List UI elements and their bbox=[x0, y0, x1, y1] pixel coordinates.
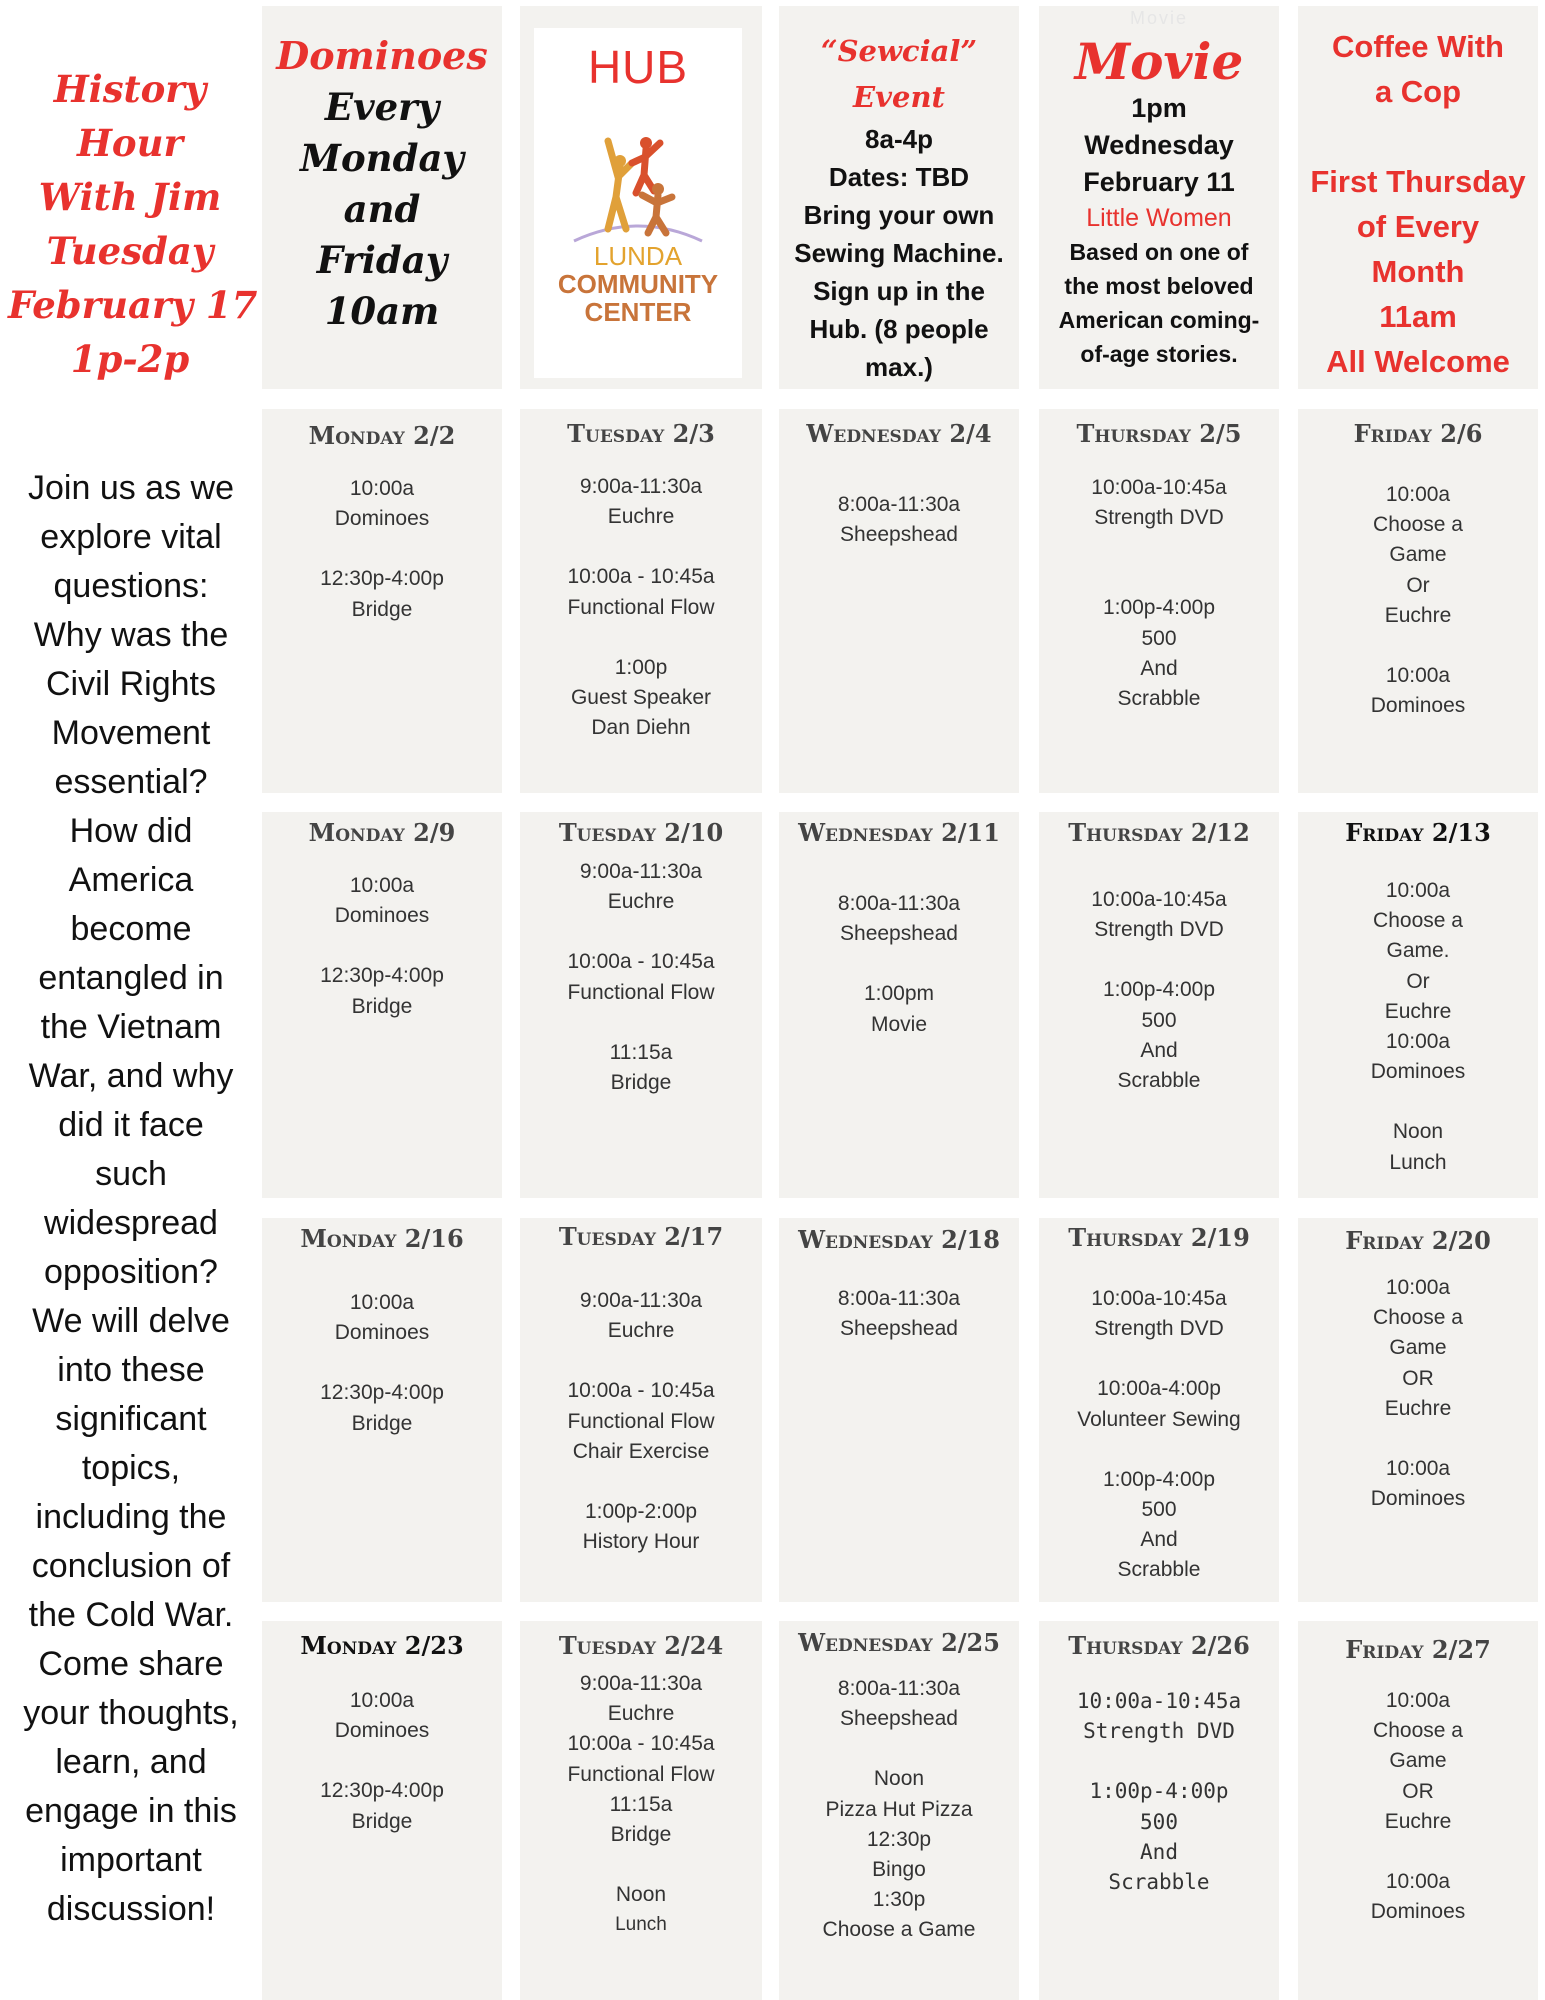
event-line bbox=[1039, 1344, 1279, 1374]
event-line: And bbox=[1140, 1839, 1178, 1864]
movie-line: Wednesday bbox=[1084, 130, 1234, 160]
event-line: Choose a bbox=[1373, 513, 1463, 537]
event-line: And bbox=[1140, 1038, 1178, 1062]
movie-desc-line: the most beloved bbox=[1064, 273, 1254, 299]
desc-line: essential? bbox=[54, 763, 208, 801]
day-heading: Thursday 2/19 bbox=[1068, 1223, 1250, 1252]
event-line: Scrabble bbox=[1108, 1870, 1210, 1895]
coffee-line bbox=[1298, 114, 1538, 159]
event-line bbox=[520, 1850, 762, 1880]
event-line: 1:00p-4:00p bbox=[1102, 1467, 1216, 1491]
event-line bbox=[262, 534, 502, 564]
day-card-wed-2-11 bbox=[779, 812, 1019, 1198]
event-line: Lunch bbox=[615, 1914, 667, 1936]
desc-line: questions: bbox=[53, 567, 209, 605]
event-line: 10:00a bbox=[349, 1291, 415, 1314]
event-line: 10:00a bbox=[1385, 879, 1451, 902]
event-line: 8:00a-11:30a bbox=[837, 1287, 961, 1310]
event-line: Game bbox=[1389, 1336, 1447, 1360]
hub-logo-line: CENTER bbox=[584, 297, 692, 327]
day-events bbox=[779, 490, 1019, 550]
event-line: And bbox=[1140, 656, 1178, 680]
event-line: 10:00a-10:45a bbox=[1091, 888, 1227, 911]
event-line: 8:00a-11:30a bbox=[837, 1677, 961, 1700]
event-line: Guest Speaker bbox=[570, 686, 712, 710]
desc-line: War, and why bbox=[28, 1057, 234, 1095]
event-line: 10:00a-10:45a bbox=[1091, 476, 1227, 499]
event-line: Movie bbox=[870, 1012, 928, 1036]
day-card-fri-2-27 bbox=[1298, 1621, 1538, 2000]
day-heading: Monday 2/23 bbox=[300, 1631, 464, 1660]
day-card-fri-2-20 bbox=[1298, 1218, 1538, 1602]
dominoes-title: Dominoes bbox=[276, 33, 488, 78]
event-line: Dominoes bbox=[1370, 1487, 1466, 1511]
event-line bbox=[520, 1467, 762, 1497]
day-events bbox=[779, 1284, 1019, 1344]
desc-line: such bbox=[95, 1155, 167, 1193]
hub-logo-text bbox=[534, 242, 742, 326]
movie-desc-line: American coming- bbox=[1058, 307, 1260, 333]
event-line: Lunch bbox=[1389, 1150, 1447, 1174]
event-line: Dominoes bbox=[334, 904, 430, 928]
history-hour-title bbox=[8, 62, 258, 386]
day-card-thu-2-19 bbox=[1039, 1218, 1279, 1602]
desc-line: learn, and bbox=[55, 1743, 207, 1781]
day-heading: Monday 2/9 bbox=[308, 818, 456, 847]
desc-line: opposition? bbox=[44, 1253, 218, 1291]
event-line: Euchre bbox=[1384, 1809, 1452, 1833]
event-line: 9:00a-11:30a bbox=[579, 475, 703, 498]
title-line: Tuesday bbox=[46, 229, 214, 273]
day-heading: Tuesday 2/10 bbox=[558, 818, 724, 847]
event-line: 8:00a-11:30a bbox=[837, 892, 961, 915]
event-line: Dan Diehn bbox=[591, 716, 691, 740]
coffee-line: of Every bbox=[1356, 209, 1480, 244]
event-line: 12:30p-4:00p bbox=[320, 1381, 444, 1405]
day-heading: Friday 2/6 bbox=[1353, 419, 1483, 448]
desc-line: become bbox=[70, 910, 192, 948]
event-line: Pizza Hut Pizza bbox=[825, 1797, 973, 1821]
dominoes-header-card bbox=[262, 6, 502, 389]
event-line: 10:00a bbox=[1385, 1870, 1451, 1894]
event-line: Euchre bbox=[607, 1702, 675, 1726]
event-line: 12:30p-4:00p bbox=[320, 1779, 444, 1803]
event-line: Chair Exercise bbox=[572, 1439, 710, 1463]
day-events bbox=[1039, 1284, 1279, 1586]
coffee-line: All Welcome bbox=[1326, 344, 1510, 379]
event-line: 10:00a - 10:45a bbox=[567, 1732, 715, 1756]
day-card-tue-2-17 bbox=[520, 1218, 762, 1602]
event-line: Functional Flow bbox=[567, 980, 715, 1004]
day-events bbox=[1298, 1686, 1538, 1927]
event-line: Game bbox=[1389, 1749, 1447, 1773]
sewcial-line: Bring your own bbox=[803, 200, 995, 230]
hub-logo-card bbox=[534, 28, 742, 378]
day-card-thu-2-26 bbox=[1039, 1621, 1279, 2000]
event-line: Functional Flow bbox=[567, 1409, 715, 1433]
event-line: Euchre bbox=[607, 890, 675, 914]
coffee-line: Month bbox=[1371, 254, 1465, 289]
desc-line: significant bbox=[55, 1400, 207, 1438]
event-line: Bridge bbox=[610, 1823, 672, 1847]
day-card-fri-2-6 bbox=[1298, 409, 1538, 793]
event-line: 1:00pm bbox=[863, 982, 935, 1006]
dominoes-line: Monday bbox=[300, 136, 464, 180]
day-events bbox=[1298, 876, 1538, 1178]
hub-title: HUB bbox=[587, 41, 689, 93]
day-card-mon-2-16 bbox=[262, 1218, 502, 1602]
event-line: Choose a Game bbox=[822, 1918, 976, 1942]
day-card-mon-2-23 bbox=[262, 1621, 502, 2000]
desc-line: Come share bbox=[38, 1645, 224, 1683]
event-line: 1:30p bbox=[872, 1888, 926, 1912]
desc-line: entangled in bbox=[38, 959, 224, 997]
event-line: 9:00a-11:30a bbox=[579, 1672, 703, 1695]
event-line bbox=[1039, 1435, 1279, 1465]
desc-line: topics, bbox=[81, 1449, 181, 1487]
event-line: Strength DVD bbox=[1094, 1317, 1224, 1341]
desc-line: How did bbox=[69, 812, 193, 850]
day-heading: Thursday 2/26 bbox=[1068, 1631, 1250, 1660]
event-line: Bridge bbox=[610, 1071, 672, 1095]
day-heading: Friday 2/13 bbox=[1345, 818, 1491, 847]
event-line bbox=[262, 1348, 502, 1378]
movie-line: 1pm bbox=[1131, 93, 1187, 123]
day-events bbox=[262, 474, 502, 625]
desc-line: conclusion of bbox=[31, 1547, 231, 1585]
day-events bbox=[1039, 885, 1279, 1096]
event-line bbox=[520, 532, 762, 562]
day-card-tue-2-3 bbox=[520, 409, 762, 793]
event-line: Bridge bbox=[351, 1809, 413, 1833]
event-line: 10:00a - 10:45a bbox=[567, 950, 715, 974]
event-line: History Hour bbox=[582, 1530, 700, 1554]
day-events bbox=[262, 1288, 502, 1439]
event-line: Sheepshead bbox=[840, 1317, 958, 1341]
desc-line: Why was the bbox=[33, 616, 229, 654]
day-heading: Thursday 2/5 bbox=[1076, 419, 1242, 448]
event-line: 500 bbox=[1140, 1809, 1178, 1834]
event-line: Game. bbox=[1386, 939, 1450, 963]
sewcial-title: Event bbox=[853, 80, 945, 114]
event-line: 12:30p-4:00p bbox=[320, 567, 444, 591]
day-events bbox=[779, 889, 1019, 1040]
event-line bbox=[262, 1746, 502, 1776]
desc-line: including the bbox=[35, 1498, 227, 1536]
event-line: Euchre bbox=[607, 505, 675, 529]
event-line: Dominoes bbox=[1370, 694, 1466, 718]
movie-film-name: Little Women bbox=[1086, 204, 1232, 232]
day-events bbox=[520, 1286, 762, 1557]
event-line: Functional Flow bbox=[567, 1762, 715, 1786]
event-line: 1:00p-4:00p bbox=[1102, 596, 1216, 620]
event-line bbox=[1039, 1746, 1279, 1776]
event-line: Noon bbox=[1392, 1120, 1444, 1144]
day-card-tue-2-10 bbox=[520, 812, 762, 1198]
day-events bbox=[1039, 473, 1279, 714]
day-events bbox=[520, 1669, 762, 1941]
event-line: 11:15a bbox=[609, 1792, 673, 1816]
event-line: 9:00a-11:30a bbox=[579, 1289, 703, 1312]
title-line: History bbox=[53, 67, 207, 111]
day-heading: Monday 2/2 bbox=[308, 421, 456, 450]
history-hour-description bbox=[6, 464, 256, 1934]
event-line bbox=[520, 1008, 762, 1038]
event-line bbox=[1039, 945, 1279, 975]
desc-line: did it face bbox=[58, 1106, 204, 1144]
event-line: Sheepshead bbox=[840, 1707, 958, 1731]
event-line bbox=[1298, 631, 1538, 661]
event-line: 8:00a-11:30a bbox=[837, 493, 961, 516]
event-line: 10:00a bbox=[349, 1689, 415, 1712]
event-line: Dominoes bbox=[334, 1321, 430, 1345]
event-line: 1:00p-2:00p bbox=[584, 1500, 698, 1524]
day-events bbox=[1039, 1686, 1279, 1897]
desc-line: the Vietnam bbox=[40, 1008, 222, 1046]
event-line: 1:00p-4:00p bbox=[1089, 1779, 1229, 1804]
desc-line: engage in this bbox=[25, 1792, 237, 1830]
hub-header-card bbox=[520, 6, 762, 389]
event-line: Noon bbox=[615, 1883, 667, 1907]
sewcial-line: max.) bbox=[865, 352, 933, 382]
event-line bbox=[1298, 1087, 1538, 1117]
day-events bbox=[262, 1686, 502, 1837]
event-line: Sheepshead bbox=[840, 523, 958, 547]
day-card-wed-2-25 bbox=[779, 1621, 1019, 2000]
event-line: 10:00a bbox=[1385, 483, 1451, 506]
event-line: Scrabble bbox=[1117, 1558, 1201, 1582]
event-line bbox=[1039, 563, 1279, 593]
title-line: 1p-2p bbox=[70, 337, 190, 381]
event-line: Bridge bbox=[351, 1411, 413, 1435]
hub-logo-line: LUNDA bbox=[593, 241, 683, 271]
desc-line: explore vital bbox=[40, 518, 222, 556]
event-line: 10:00a - 10:45a bbox=[567, 565, 715, 589]
event-line: 10:00a bbox=[1385, 1689, 1451, 1712]
desc-line: the Cold War. bbox=[28, 1596, 234, 1634]
sewcial-title: “Sewcial” bbox=[820, 34, 978, 68]
event-line: 10:00a bbox=[349, 477, 415, 500]
day-heading: Monday 2/16 bbox=[300, 1224, 464, 1253]
event-line: Euchre bbox=[1384, 603, 1452, 627]
sewcial-line: Sewing Machine. bbox=[794, 238, 1004, 268]
event-line: 1:00p bbox=[614, 655, 668, 679]
sewcial-line: Dates: TBD bbox=[828, 162, 970, 192]
day-heading: Tuesday 2/17 bbox=[558, 1222, 724, 1251]
event-line: Bingo bbox=[872, 1858, 926, 1882]
event-line: Strength DVD bbox=[1094, 506, 1224, 530]
event-line: Strength DVD bbox=[1083, 1719, 1235, 1744]
event-line: 10:00a bbox=[1385, 1276, 1451, 1299]
desc-line: Movement bbox=[51, 714, 211, 752]
event-line: Or bbox=[1406, 573, 1430, 597]
day-card-mon-2-2 bbox=[262, 409, 502, 793]
coffee-line: Coffee With bbox=[1332, 29, 1504, 64]
event-line: Euchre bbox=[607, 1319, 675, 1343]
event-line bbox=[262, 931, 502, 961]
event-line: Choose a bbox=[1373, 909, 1463, 933]
desc-line: America bbox=[68, 861, 194, 899]
day-events bbox=[262, 871, 502, 1022]
event-line bbox=[1298, 1424, 1538, 1454]
dominoes-line: and bbox=[343, 187, 421, 231]
day-card-wed-2-18 bbox=[779, 1218, 1019, 1602]
coffee-line: a Cop bbox=[1374, 74, 1462, 109]
day-events bbox=[520, 857, 762, 1098]
desc-line: Join us as we bbox=[28, 469, 234, 507]
day-heading: Tuesday 2/3 bbox=[567, 419, 715, 448]
event-line: And bbox=[1140, 1528, 1178, 1552]
event-line: 10:00a-10:45a bbox=[1091, 1287, 1227, 1310]
event-line: Bridge bbox=[351, 994, 413, 1018]
event-line: Scrabble bbox=[1117, 1069, 1201, 1093]
movie-title: Movie bbox=[1074, 32, 1244, 91]
event-line: 10:00a bbox=[1385, 1457, 1451, 1481]
event-line: 1:00p-4:00p bbox=[1102, 978, 1216, 1002]
event-line: Volunteer Sewing bbox=[1077, 1407, 1241, 1431]
day-card-wed-2-4 bbox=[779, 409, 1019, 793]
sewcial-line: Sign up in the bbox=[813, 276, 985, 306]
movie-faint-text: Movie bbox=[1129, 8, 1188, 28]
movie-desc-line: of-age stories. bbox=[1080, 341, 1238, 367]
desc-line: Civil Rights bbox=[45, 665, 217, 703]
event-line: Scrabble bbox=[1117, 687, 1201, 711]
event-line: 10:00a-10:45a bbox=[1076, 1689, 1242, 1713]
event-line: 500 bbox=[1141, 1008, 1177, 1032]
day-card-tue-2-24 bbox=[520, 1621, 762, 2000]
desc-line: your thoughts, bbox=[23, 1694, 239, 1732]
desc-line: discussion! bbox=[46, 1890, 216, 1928]
event-line: 10:00a bbox=[349, 874, 415, 897]
day-heading: Wednesday 2/11 bbox=[798, 818, 1000, 847]
event-line: Noon bbox=[873, 1767, 925, 1791]
event-line: 12:30p bbox=[866, 1827, 932, 1851]
movie-header-card bbox=[1039, 6, 1279, 389]
event-line: 11:15a bbox=[609, 1040, 673, 1064]
event-line: OR bbox=[1402, 1366, 1434, 1390]
event-line: Or bbox=[1406, 969, 1430, 993]
event-line: Euchre bbox=[1384, 999, 1452, 1023]
day-heading: Wednesday 2/4 bbox=[806, 419, 992, 448]
event-line: Functional Flow bbox=[567, 595, 715, 619]
event-line: Game bbox=[1389, 543, 1447, 567]
sewcial-line: 8a-4p bbox=[865, 124, 933, 154]
event-line: Dominoes bbox=[334, 1719, 430, 1743]
event-line bbox=[520, 623, 762, 653]
sewcial-line: Hub. (8 people bbox=[809, 314, 989, 344]
event-line bbox=[520, 917, 762, 947]
event-line: 10:00a-4:00p bbox=[1097, 1377, 1221, 1401]
coffee-line: First Thursday bbox=[1310, 164, 1526, 199]
event-line bbox=[779, 949, 1019, 979]
event-line: Dominoes bbox=[334, 507, 430, 531]
desc-line: important bbox=[60, 1841, 202, 1879]
day-heading: Friday 2/20 bbox=[1345, 1226, 1491, 1255]
day-events bbox=[779, 1674, 1019, 1946]
day-heading: Thursday 2/12 bbox=[1068, 818, 1250, 847]
day-heading: Wednesday 2/25 bbox=[798, 1628, 1000, 1657]
day-events bbox=[1298, 1273, 1538, 1514]
event-line: 9:00a-11:30a bbox=[579, 860, 703, 883]
dominoes-line: Every bbox=[324, 85, 440, 129]
event-line: 500 bbox=[1141, 626, 1177, 650]
day-heading: Tuesday 2/24 bbox=[558, 1631, 724, 1660]
day-heading: Wednesday 2/18 bbox=[798, 1225, 1000, 1254]
title-line: February 17 bbox=[8, 283, 258, 327]
event-line: Dominoes bbox=[1370, 1900, 1466, 1924]
event-line: 10:00a bbox=[1385, 664, 1451, 688]
event-line bbox=[520, 1346, 762, 1376]
coffee-line: 11am bbox=[1379, 299, 1457, 334]
desc-line: We will delve bbox=[32, 1302, 230, 1340]
event-line: 500 bbox=[1141, 1498, 1177, 1522]
day-card-mon-2-9 bbox=[262, 812, 502, 1198]
day-events bbox=[520, 472, 762, 743]
dominoes-line: Friday bbox=[316, 238, 448, 282]
day-heading: Friday 2/27 bbox=[1345, 1635, 1491, 1664]
desc-line: widespread bbox=[44, 1204, 218, 1242]
day-card-fri-2-13 bbox=[1298, 812, 1538, 1198]
event-line: Bridge bbox=[351, 597, 413, 621]
sewcial-event-card bbox=[779, 6, 1019, 389]
community-center-logo-icon bbox=[534, 133, 742, 243]
title-line: With Jim bbox=[38, 175, 222, 219]
event-line: OR bbox=[1402, 1779, 1434, 1803]
movie-line: February 11 bbox=[1083, 167, 1235, 197]
desc-line: into these bbox=[57, 1351, 205, 1389]
event-line: Choose a bbox=[1373, 1719, 1463, 1743]
coffee-with-a-cop-card bbox=[1298, 6, 1538, 389]
movie-desc-line: Based on one of bbox=[1069, 239, 1249, 265]
event-line: 12:30p-4:00p bbox=[320, 964, 444, 988]
event-line: Dominoes bbox=[1370, 1060, 1466, 1084]
event-line: 10:00a bbox=[1385, 1030, 1451, 1054]
event-line bbox=[779, 1734, 1019, 1764]
event-line: Choose a bbox=[1373, 1306, 1463, 1330]
hub-logo-line: COMMUNITY bbox=[557, 269, 719, 299]
day-events bbox=[1298, 480, 1538, 721]
event-line: Strength DVD bbox=[1094, 918, 1224, 942]
event-line: Euchre bbox=[1384, 1396, 1452, 1420]
day-card-thu-2-5 bbox=[1039, 409, 1279, 793]
event-line bbox=[1298, 1837, 1538, 1867]
event-line bbox=[1039, 533, 1279, 563]
title-line: Hour bbox=[76, 121, 184, 165]
event-line: Sheepshead bbox=[840, 922, 958, 946]
day-card-thu-2-12 bbox=[1039, 812, 1279, 1198]
dominoes-line: 10am bbox=[324, 289, 440, 333]
event-line: 10:00a - 10:45a bbox=[567, 1379, 715, 1403]
